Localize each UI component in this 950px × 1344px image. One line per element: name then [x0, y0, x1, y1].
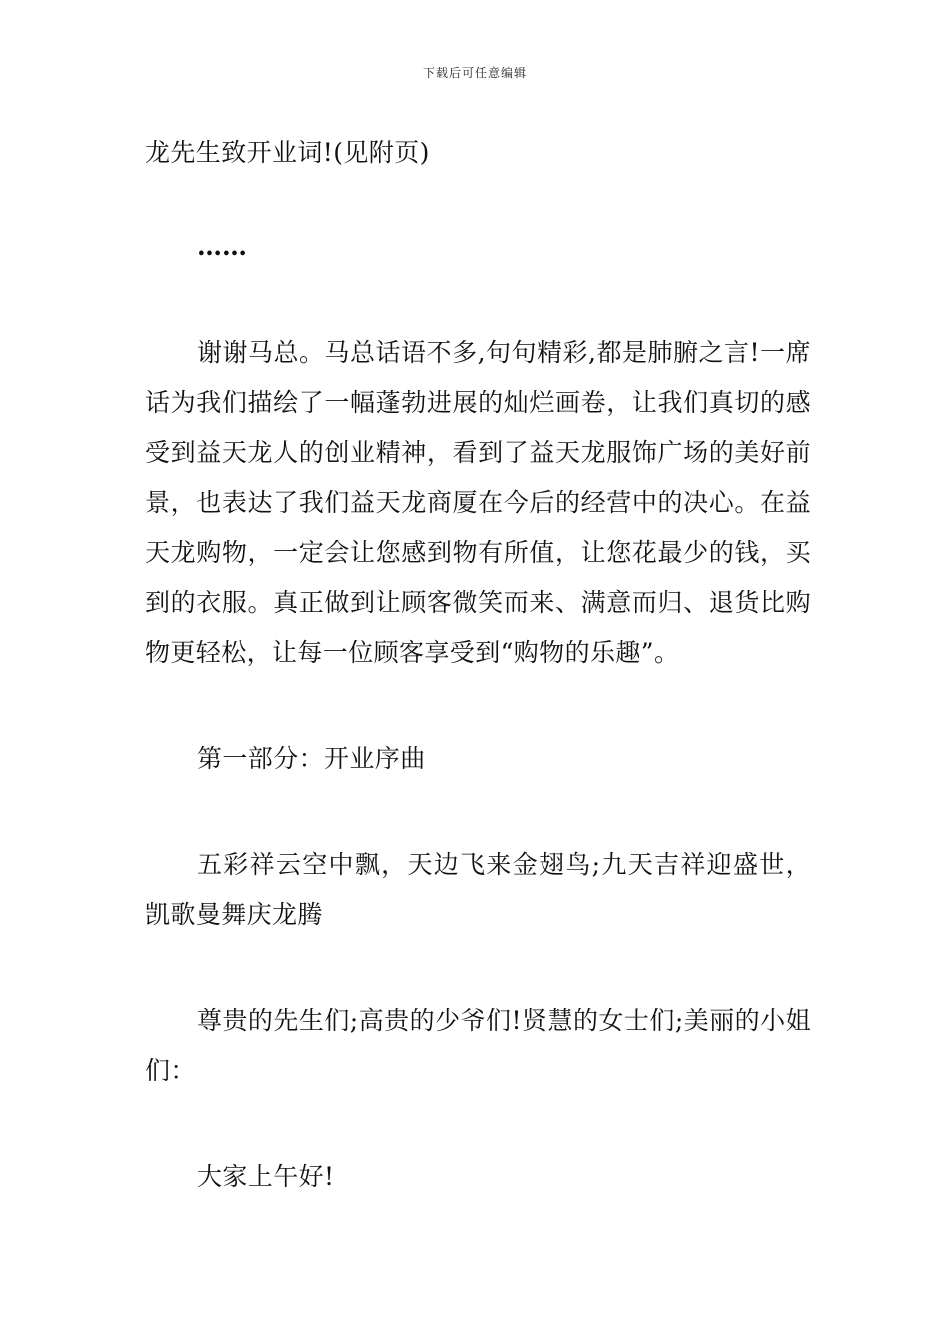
thanks-paragraph: 谢谢马总。马总话语不多,句句精彩,都是肺腑之言!一席话为我们描绘了一幅蓬勃进展的灿烂画卷，让我们真切的感受到益天龙人的创业精神，看到了益天龙服饰广场的美好前景，也表达了我们益天龙商厦在今后的经营中的决心。在益天龙购物，一定会让您感到物有所值，让您花最少的钱，买到的衣服。真正做到让顾客微笑而来、满意而归、退货比购物更轻松，让每一位顾客享受到“购物的乐趣”。: [145, 338, 811, 667]
section-title: 第一部分：开业序曲: [197, 744, 426, 773]
morning-greeting: 大家上午好!: [197, 1162, 335, 1191]
audience-greeting: 尊贵的先生们;高贵的少爷们!贤慧的女士们;美丽的小姐们：: [145, 1006, 811, 1085]
document-body: [145, 128, 811, 1202]
intro-line: 龙先生致开业词!(见附页): [145, 138, 430, 167]
ellipsis-line: ……: [197, 232, 247, 261]
verse-paragraph: 五彩祥云空中飘，天边飞来金翅鸟;九天吉祥迎盛世，凯歌曼舞庆龙腾: [145, 850, 811, 929]
page-header-note: 下载后可任意编辑: [422, 66, 527, 80]
